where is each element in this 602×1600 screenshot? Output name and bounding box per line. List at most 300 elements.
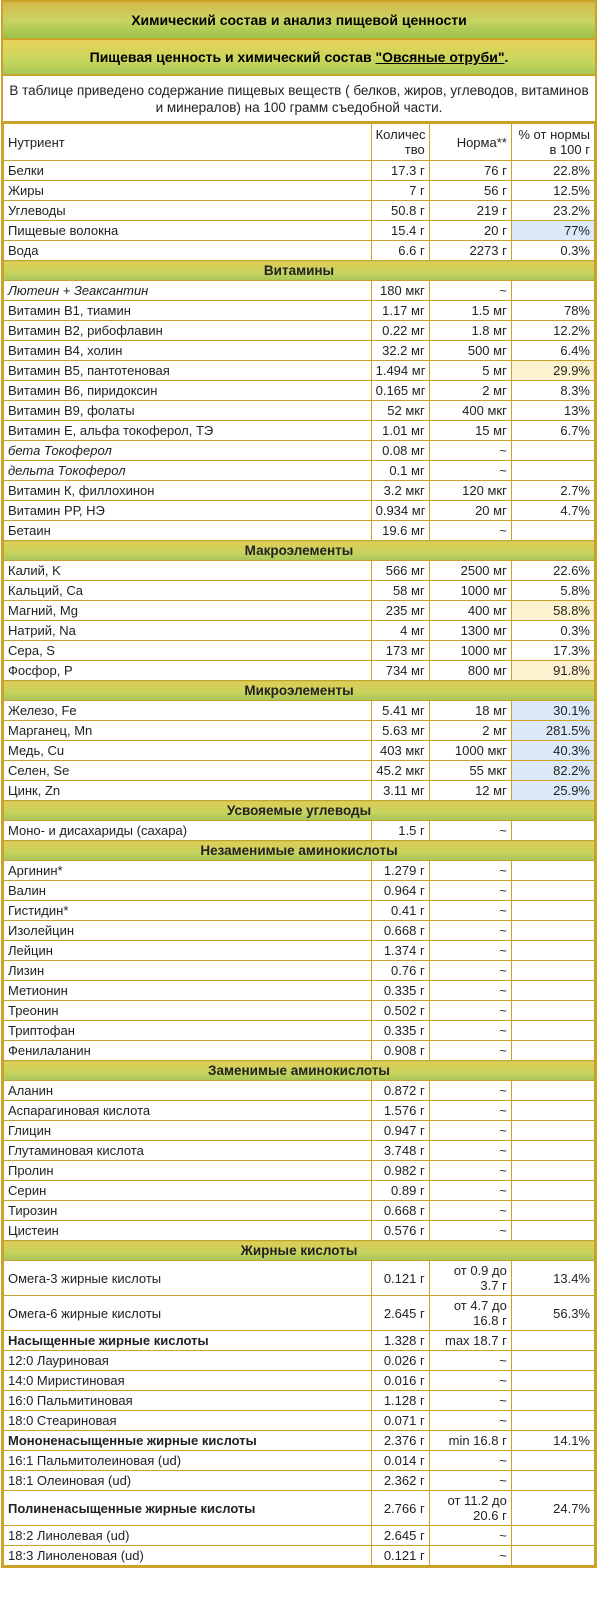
table-row <box>4 1181 595 1201</box>
quantity-cell: 32.2 мг <box>371 341 429 361</box>
percent-cell: 58.8% <box>511 601 594 621</box>
percent-cell <box>511 1161 594 1181</box>
norm-cell: 1000 мкг <box>429 741 511 761</box>
percent-cell: 29.9% <box>511 361 594 381</box>
percent-cell <box>511 1221 594 1241</box>
quantity-cell: 0.071 г <box>371 1411 429 1431</box>
nutrient-name-cell: дельта Токоферол <box>4 461 372 481</box>
percent-cell: 25.9% <box>511 781 594 801</box>
norm-cell: ~ <box>429 961 511 981</box>
percent-cell <box>511 1081 594 1101</box>
nutrient-name-cell: Селен, Se <box>4 761 372 781</box>
section-header-row <box>4 801 595 821</box>
percent-cell <box>511 1001 594 1021</box>
percent-cell <box>511 1021 594 1041</box>
nutrient-name-cell: Глицин <box>4 1121 372 1141</box>
norm-cell: 120 мкг <box>429 481 511 501</box>
norm-cell: ~ <box>429 1546 511 1566</box>
nutrient-name-cell: Моно- и дисахариды (сахара) <box>4 821 372 841</box>
nutrient-name-cell: Цистеин <box>4 1221 372 1241</box>
nutrient-name-cell: Валин <box>4 881 372 901</box>
norm-cell: ~ <box>429 901 511 921</box>
quantity-cell: 2.645 г <box>371 1526 429 1546</box>
norm-cell: ~ <box>429 1101 511 1121</box>
percent-cell <box>511 1121 594 1141</box>
table-row <box>4 1331 595 1351</box>
percent-cell <box>511 1391 594 1411</box>
quantity-cell: 1.5 г <box>371 821 429 841</box>
percent-cell: 17.3% <box>511 641 594 661</box>
table-row <box>4 581 595 601</box>
norm-cell: ~ <box>429 1161 511 1181</box>
nutrient-name-cell: Витамин В9, фолаты <box>4 401 372 421</box>
nutrient-name-cell: Витамин К, филлохинон <box>4 481 372 501</box>
norm-cell: ~ <box>429 1411 511 1431</box>
quantity-cell: 0.668 г <box>371 921 429 941</box>
quantity-cell: 0.016 г <box>371 1371 429 1391</box>
table-row <box>4 1001 595 1021</box>
norm-cell: ~ <box>429 1041 511 1061</box>
section-title: Усвояемые углеводы <box>4 801 595 821</box>
percent-cell: 6.7% <box>511 421 594 441</box>
norm-cell: ~ <box>429 1021 511 1041</box>
table-row <box>4 1141 595 1161</box>
table-row <box>4 561 595 581</box>
nutrient-name-cell: Витамин В2, рибофлавин <box>4 321 372 341</box>
percent-cell: 82.2% <box>511 761 594 781</box>
quantity-cell: 1.576 г <box>371 1101 429 1121</box>
percent-cell <box>511 961 594 981</box>
percent-cell <box>511 1471 594 1491</box>
quantity-cell: 0.22 мг <box>371 321 429 341</box>
table-row <box>4 1546 595 1566</box>
norm-cell: 400 мг <box>429 601 511 621</box>
quantity-cell: 0.121 г <box>371 1261 429 1296</box>
percent-cell <box>511 281 594 301</box>
percent-cell: 4.7% <box>511 501 594 521</box>
percent-cell <box>511 1331 594 1351</box>
quantity-cell: 0.934 мг <box>371 501 429 521</box>
quantity-cell: 403 мкг <box>371 741 429 761</box>
section-title: Микроэлементы <box>4 681 595 701</box>
table-row <box>4 1526 595 1546</box>
quantity-cell: 0.026 г <box>371 1351 429 1371</box>
table-row <box>4 321 595 341</box>
table-row <box>4 221 595 241</box>
percent-cell: 56.3% <box>511 1296 594 1331</box>
table-row <box>4 1201 595 1221</box>
nutrient-name-cell: Фосфор, P <box>4 661 372 681</box>
norm-cell: от 4.7 до 16.8 г <box>429 1296 511 1331</box>
table-row <box>4 241 595 261</box>
norm-cell: ~ <box>429 1201 511 1221</box>
quantity-cell: 7 г <box>371 181 429 201</box>
percent-cell: 5.8% <box>511 581 594 601</box>
nutrient-name-cell: Изолейцин <box>4 921 372 941</box>
norm-cell: ~ <box>429 821 511 841</box>
percent-cell <box>511 441 594 461</box>
norm-cell: ~ <box>429 921 511 941</box>
nutrient-name-cell: 12:0 Лауриновая <box>4 1351 372 1371</box>
percent-cell <box>511 521 594 541</box>
quantity-cell: 0.502 г <box>371 1001 429 1021</box>
nutrient-name-cell: Омега-3 жирные кислоты <box>4 1261 372 1296</box>
percent-cell <box>511 1411 594 1431</box>
norm-cell: ~ <box>429 861 511 881</box>
nutrient-name-cell: Витамин В1, тиамин <box>4 301 372 321</box>
quantity-cell: 1.328 г <box>371 1331 429 1351</box>
percent-cell: 40.3% <box>511 741 594 761</box>
quantity-cell: 2.645 г <box>371 1296 429 1331</box>
norm-cell: от 0.9 до 3.7 г <box>429 1261 511 1296</box>
table-row <box>4 1101 595 1121</box>
percent-cell: 22.8% <box>511 161 594 181</box>
quantity-cell: 0.41 г <box>371 901 429 921</box>
percent-cell: 78% <box>511 301 594 321</box>
quantity-cell: 0.982 г <box>371 1161 429 1181</box>
norm-cell: 1300 мг <box>429 621 511 641</box>
nutrient-name-cell: Витамин Е, альфа токоферол, ТЭ <box>4 421 372 441</box>
nutrient-name-cell: Витамин В5, пантотеновая <box>4 361 372 381</box>
percent-cell <box>511 821 594 841</box>
quantity-cell: 19.6 мг <box>371 521 429 541</box>
table-row <box>4 1351 595 1371</box>
nutrient-name-cell: Железо, Fe <box>4 701 372 721</box>
nutrient-name-cell: Цинк, Zn <box>4 781 372 801</box>
section-title: Заменимые аминокислоты <box>4 1061 595 1081</box>
table-row <box>4 981 595 1001</box>
table-row <box>4 821 595 841</box>
percent-cell <box>511 881 594 901</box>
nutrient-name-cell: Пролин <box>4 1161 372 1181</box>
quantity-cell: 1.01 мг <box>371 421 429 441</box>
product-heading <box>3 40 595 76</box>
table-row <box>4 361 595 381</box>
quantity-cell: 0.576 г <box>371 1221 429 1241</box>
section-title: Жирные кислоты <box>4 1241 595 1261</box>
percent-cell <box>511 1101 594 1121</box>
product-heading-suffix: . <box>504 49 509 65</box>
norm-cell: ~ <box>429 1371 511 1391</box>
quantity-cell: 1.374 г <box>371 941 429 961</box>
quantity-cell: 0.872 г <box>371 1081 429 1101</box>
quantity-cell: 0.08 мг <box>371 441 429 461</box>
table-row <box>4 761 595 781</box>
norm-cell: 2 мг <box>429 381 511 401</box>
quantity-cell: 6.6 г <box>371 241 429 261</box>
percent-cell <box>511 1371 594 1391</box>
quantity-cell: 50.8 г <box>371 201 429 221</box>
table-row <box>4 521 595 541</box>
section-title: Макроэлементы <box>4 541 595 561</box>
quantity-cell: 2.766 г <box>371 1491 429 1526</box>
quantity-cell: 3.2 мкг <box>371 481 429 501</box>
nutrient-name-cell: 18:0 Стеариновая <box>4 1411 372 1431</box>
norm-cell: ~ <box>429 981 511 1001</box>
percent-cell: 24.7% <box>511 1491 594 1526</box>
percent-cell: 0.3% <box>511 241 594 261</box>
percent-cell <box>511 921 594 941</box>
quantity-cell: 15.4 г <box>371 221 429 241</box>
nutrient-name-cell: Фенилаланин <box>4 1041 372 1061</box>
table-header-row <box>4 124 595 161</box>
table-row <box>4 1081 595 1101</box>
norm-cell: ~ <box>429 1081 511 1101</box>
norm-cell: 18 мг <box>429 701 511 721</box>
table-row <box>4 661 595 681</box>
percent-cell: 13% <box>511 401 594 421</box>
nutrient-name-cell: Магний, Mg <box>4 601 372 621</box>
col-header-nutrient: Нутриент <box>4 124 372 161</box>
nutrient-name-cell: Кальций, Ca <box>4 581 372 601</box>
section-title: Витамины <box>4 261 595 281</box>
norm-cell: 1.5 мг <box>429 301 511 321</box>
norm-cell: 1000 мг <box>429 641 511 661</box>
norm-cell: 12 мг <box>429 781 511 801</box>
norm-cell: 56 г <box>429 181 511 201</box>
section-header-row <box>4 1061 595 1081</box>
product-link[interactable]: "Овсяные отруби" <box>375 49 505 65</box>
intro-text: В таблице приведено содержание пищевых веществ ( белков, жиров, углеводов, витаминов и минералов) на 100 грамм съедобной части. <box>3 76 595 123</box>
percent-cell <box>511 1526 594 1546</box>
nutrient-name-cell: Витамин РР, НЭ <box>4 501 372 521</box>
quantity-cell: 173 мг <box>371 641 429 661</box>
table-row <box>4 861 595 881</box>
nutrient-name-cell: Триптофан <box>4 1021 372 1041</box>
percent-cell: 13.4% <box>511 1261 594 1296</box>
table-row <box>4 921 595 941</box>
product-heading-prefix: Пищевая ценность и химический состав <box>89 49 376 65</box>
norm-cell: ~ <box>429 881 511 901</box>
table-row <box>4 1221 595 1241</box>
table-row <box>4 481 595 501</box>
quantity-cell: 5.63 мг <box>371 721 429 741</box>
percent-cell: 12.2% <box>511 321 594 341</box>
norm-cell: 219 г <box>429 201 511 221</box>
nutrient-name-cell: Аланин <box>4 1081 372 1101</box>
nutrient-name-cell: Медь, Cu <box>4 741 372 761</box>
table-row <box>4 941 595 961</box>
table-row <box>4 621 595 641</box>
nutrient-name-cell: 18:1 Олеиновая (ud) <box>4 1471 372 1491</box>
norm-cell: 20 мг <box>429 501 511 521</box>
quantity-cell: 0.165 мг <box>371 381 429 401</box>
nutrient-name-cell: Гистидин* <box>4 901 372 921</box>
quantity-cell: 3.748 г <box>371 1141 429 1161</box>
nutrient-name-cell: Бетаин <box>4 521 372 541</box>
percent-cell: 281.5% <box>511 721 594 741</box>
quantity-cell: 0.947 г <box>371 1121 429 1141</box>
percent-cell: 77% <box>511 221 594 241</box>
table-row <box>4 201 595 221</box>
nutrient-name-cell: Аспарагиновая кислота <box>4 1101 372 1121</box>
quantity-cell: 0.668 г <box>371 1201 429 1221</box>
norm-cell: ~ <box>429 1221 511 1241</box>
norm-cell: ~ <box>429 441 511 461</box>
norm-cell: ~ <box>429 941 511 961</box>
percent-cell: 12.5% <box>511 181 594 201</box>
norm-cell: ~ <box>429 461 511 481</box>
quantity-cell: 1.494 мг <box>371 361 429 381</box>
table-row <box>4 1371 595 1391</box>
quantity-cell: 45.2 мкг <box>371 761 429 781</box>
table-row <box>4 1261 595 1296</box>
nutrient-name-cell: Насыщенные жирные кислоты <box>4 1331 372 1351</box>
nutrient-name-cell: Белки <box>4 161 372 181</box>
table-row <box>4 721 595 741</box>
nutrient-name-cell: Омега-6 жирные кислоты <box>4 1296 372 1331</box>
section-header-row <box>4 541 595 561</box>
percent-cell: 30.1% <box>511 701 594 721</box>
table-row <box>4 421 595 441</box>
nutrient-name-cell: Полиненасыщенные жирные кислоты <box>4 1491 372 1526</box>
table-row <box>4 1041 595 1061</box>
percent-cell <box>511 1041 594 1061</box>
norm-cell: 2500 мг <box>429 561 511 581</box>
nutrient-name-cell: Серин <box>4 1181 372 1201</box>
nutrient-name-cell: 16:1 Пальмитолеиновая (ud) <box>4 1451 372 1471</box>
table-row <box>4 1021 595 1041</box>
percent-cell: 14.1% <box>511 1431 594 1451</box>
percent-cell: 0.3% <box>511 621 594 641</box>
table-row <box>4 781 595 801</box>
norm-cell: min 16.8 г <box>429 1431 511 1451</box>
percent-cell: 2.7% <box>511 481 594 501</box>
quantity-cell: 180 мкг <box>371 281 429 301</box>
table-row <box>4 961 595 981</box>
norm-cell: 2273 г <box>429 241 511 261</box>
table-row <box>4 401 595 421</box>
quantity-cell: 2.362 г <box>371 1471 429 1491</box>
quantity-cell: 58 мг <box>371 581 429 601</box>
page-title: Химический состав и анализ пищевой ценности <box>3 2 595 40</box>
quantity-cell: 0.89 г <box>371 1181 429 1201</box>
norm-cell: ~ <box>429 1391 511 1411</box>
quantity-cell: 1.128 г <box>371 1391 429 1411</box>
table-row <box>4 1411 595 1431</box>
nutrition-table <box>3 123 595 1566</box>
norm-cell: ~ <box>429 1121 511 1141</box>
col-header-norm: Норма** <box>429 124 511 161</box>
norm-cell: ~ <box>429 1001 511 1021</box>
nutrient-name-cell: 18:3 Линоленовая (ud) <box>4 1546 372 1566</box>
norm-cell: 1000 мг <box>429 581 511 601</box>
percent-cell <box>511 1451 594 1471</box>
norm-cell: 800 мг <box>429 661 511 681</box>
quantity-cell: 0.964 г <box>371 881 429 901</box>
nutrient-name-cell: Калий, K <box>4 561 372 581</box>
quantity-cell: 2.376 г <box>371 1431 429 1451</box>
nutrient-name-cell: Натрий, Na <box>4 621 372 641</box>
percent-cell: 91.8% <box>511 661 594 681</box>
norm-cell: 76 г <box>429 161 511 181</box>
norm-cell: 2 мг <box>429 721 511 741</box>
nutrient-name-cell: Мононенасыщенные жирные кислоты <box>4 1431 372 1451</box>
norm-cell: ~ <box>429 281 511 301</box>
norm-cell: 20 г <box>429 221 511 241</box>
norm-cell: ~ <box>429 1181 511 1201</box>
nutrient-name-cell: Пищевые волокна <box>4 221 372 241</box>
table-row <box>4 1121 595 1141</box>
section-header-row <box>4 1241 595 1261</box>
quantity-cell: 5.41 мг <box>371 701 429 721</box>
norm-cell: от 11.2 до 20.6 г <box>429 1491 511 1526</box>
table-row <box>4 1451 595 1471</box>
norm-cell: ~ <box>429 1141 511 1161</box>
percent-cell <box>511 1351 594 1371</box>
col-header-percent: % от нормы в 100 г <box>511 124 594 161</box>
nutrient-name-cell: Треонин <box>4 1001 372 1021</box>
nutrient-name-cell: Аргинин* <box>4 861 372 881</box>
quantity-cell: 0.76 г <box>371 961 429 981</box>
norm-cell: 5 мг <box>429 361 511 381</box>
table-row <box>4 301 595 321</box>
nutrient-name-cell: Марганец, Mn <box>4 721 372 741</box>
nutrient-name-cell: Витамин В4, холин <box>4 341 372 361</box>
nutrient-name-cell: Лейцин <box>4 941 372 961</box>
table-row <box>4 341 595 361</box>
quantity-cell: 0.908 г <box>371 1041 429 1061</box>
norm-cell: ~ <box>429 1471 511 1491</box>
nutrient-name-cell: Метионин <box>4 981 372 1001</box>
nutrition-panel <box>1 0 597 1568</box>
nutrient-name-cell: Жиры <box>4 181 372 201</box>
norm-cell: 15 мг <box>429 421 511 441</box>
quantity-cell: 0.121 г <box>371 1546 429 1566</box>
nutrient-name-cell: Лизин <box>4 961 372 981</box>
nutrient-name-cell: Сера, S <box>4 641 372 661</box>
quantity-cell: 0.014 г <box>371 1451 429 1471</box>
table-row <box>4 381 595 401</box>
table-row <box>4 181 595 201</box>
norm-cell: 500 мг <box>429 341 511 361</box>
nutrient-name-cell: Витамин В6, пиридоксин <box>4 381 372 401</box>
nutrient-name-cell: Тирозин <box>4 1201 372 1221</box>
table-row <box>4 281 595 301</box>
percent-cell: 22.6% <box>511 561 594 581</box>
quantity-cell: 1.279 г <box>371 861 429 881</box>
table-row <box>4 1491 595 1526</box>
table-row <box>4 501 595 521</box>
quantity-cell: 734 мг <box>371 661 429 681</box>
percent-cell <box>511 941 594 961</box>
percent-cell: 23.2% <box>511 201 594 221</box>
quantity-cell: 3.11 мг <box>371 781 429 801</box>
percent-cell <box>511 1141 594 1161</box>
norm-cell: ~ <box>429 1526 511 1546</box>
norm-cell: 55 мкг <box>429 761 511 781</box>
section-header-row <box>4 841 595 861</box>
quantity-cell: 52 мкг <box>371 401 429 421</box>
norm-cell: ~ <box>429 1451 511 1471</box>
nutrient-name-cell: бета Токоферол <box>4 441 372 461</box>
quantity-cell: 235 мг <box>371 601 429 621</box>
norm-cell: 1.8 мг <box>429 321 511 341</box>
percent-cell <box>511 1546 594 1566</box>
table-row <box>4 1471 595 1491</box>
percent-cell <box>511 861 594 881</box>
table-row <box>4 1296 595 1331</box>
section-header-row <box>4 261 595 281</box>
norm-cell: ~ <box>429 1351 511 1371</box>
percent-cell: 6.4% <box>511 341 594 361</box>
percent-cell <box>511 1201 594 1221</box>
nutrient-name-cell: 14:0 Миристиновая <box>4 1371 372 1391</box>
table-row <box>4 901 595 921</box>
nutrient-name-cell: 18:2 Линолевая (ud) <box>4 1526 372 1546</box>
quantity-cell: 1.17 мг <box>371 301 429 321</box>
percent-cell <box>511 1181 594 1201</box>
